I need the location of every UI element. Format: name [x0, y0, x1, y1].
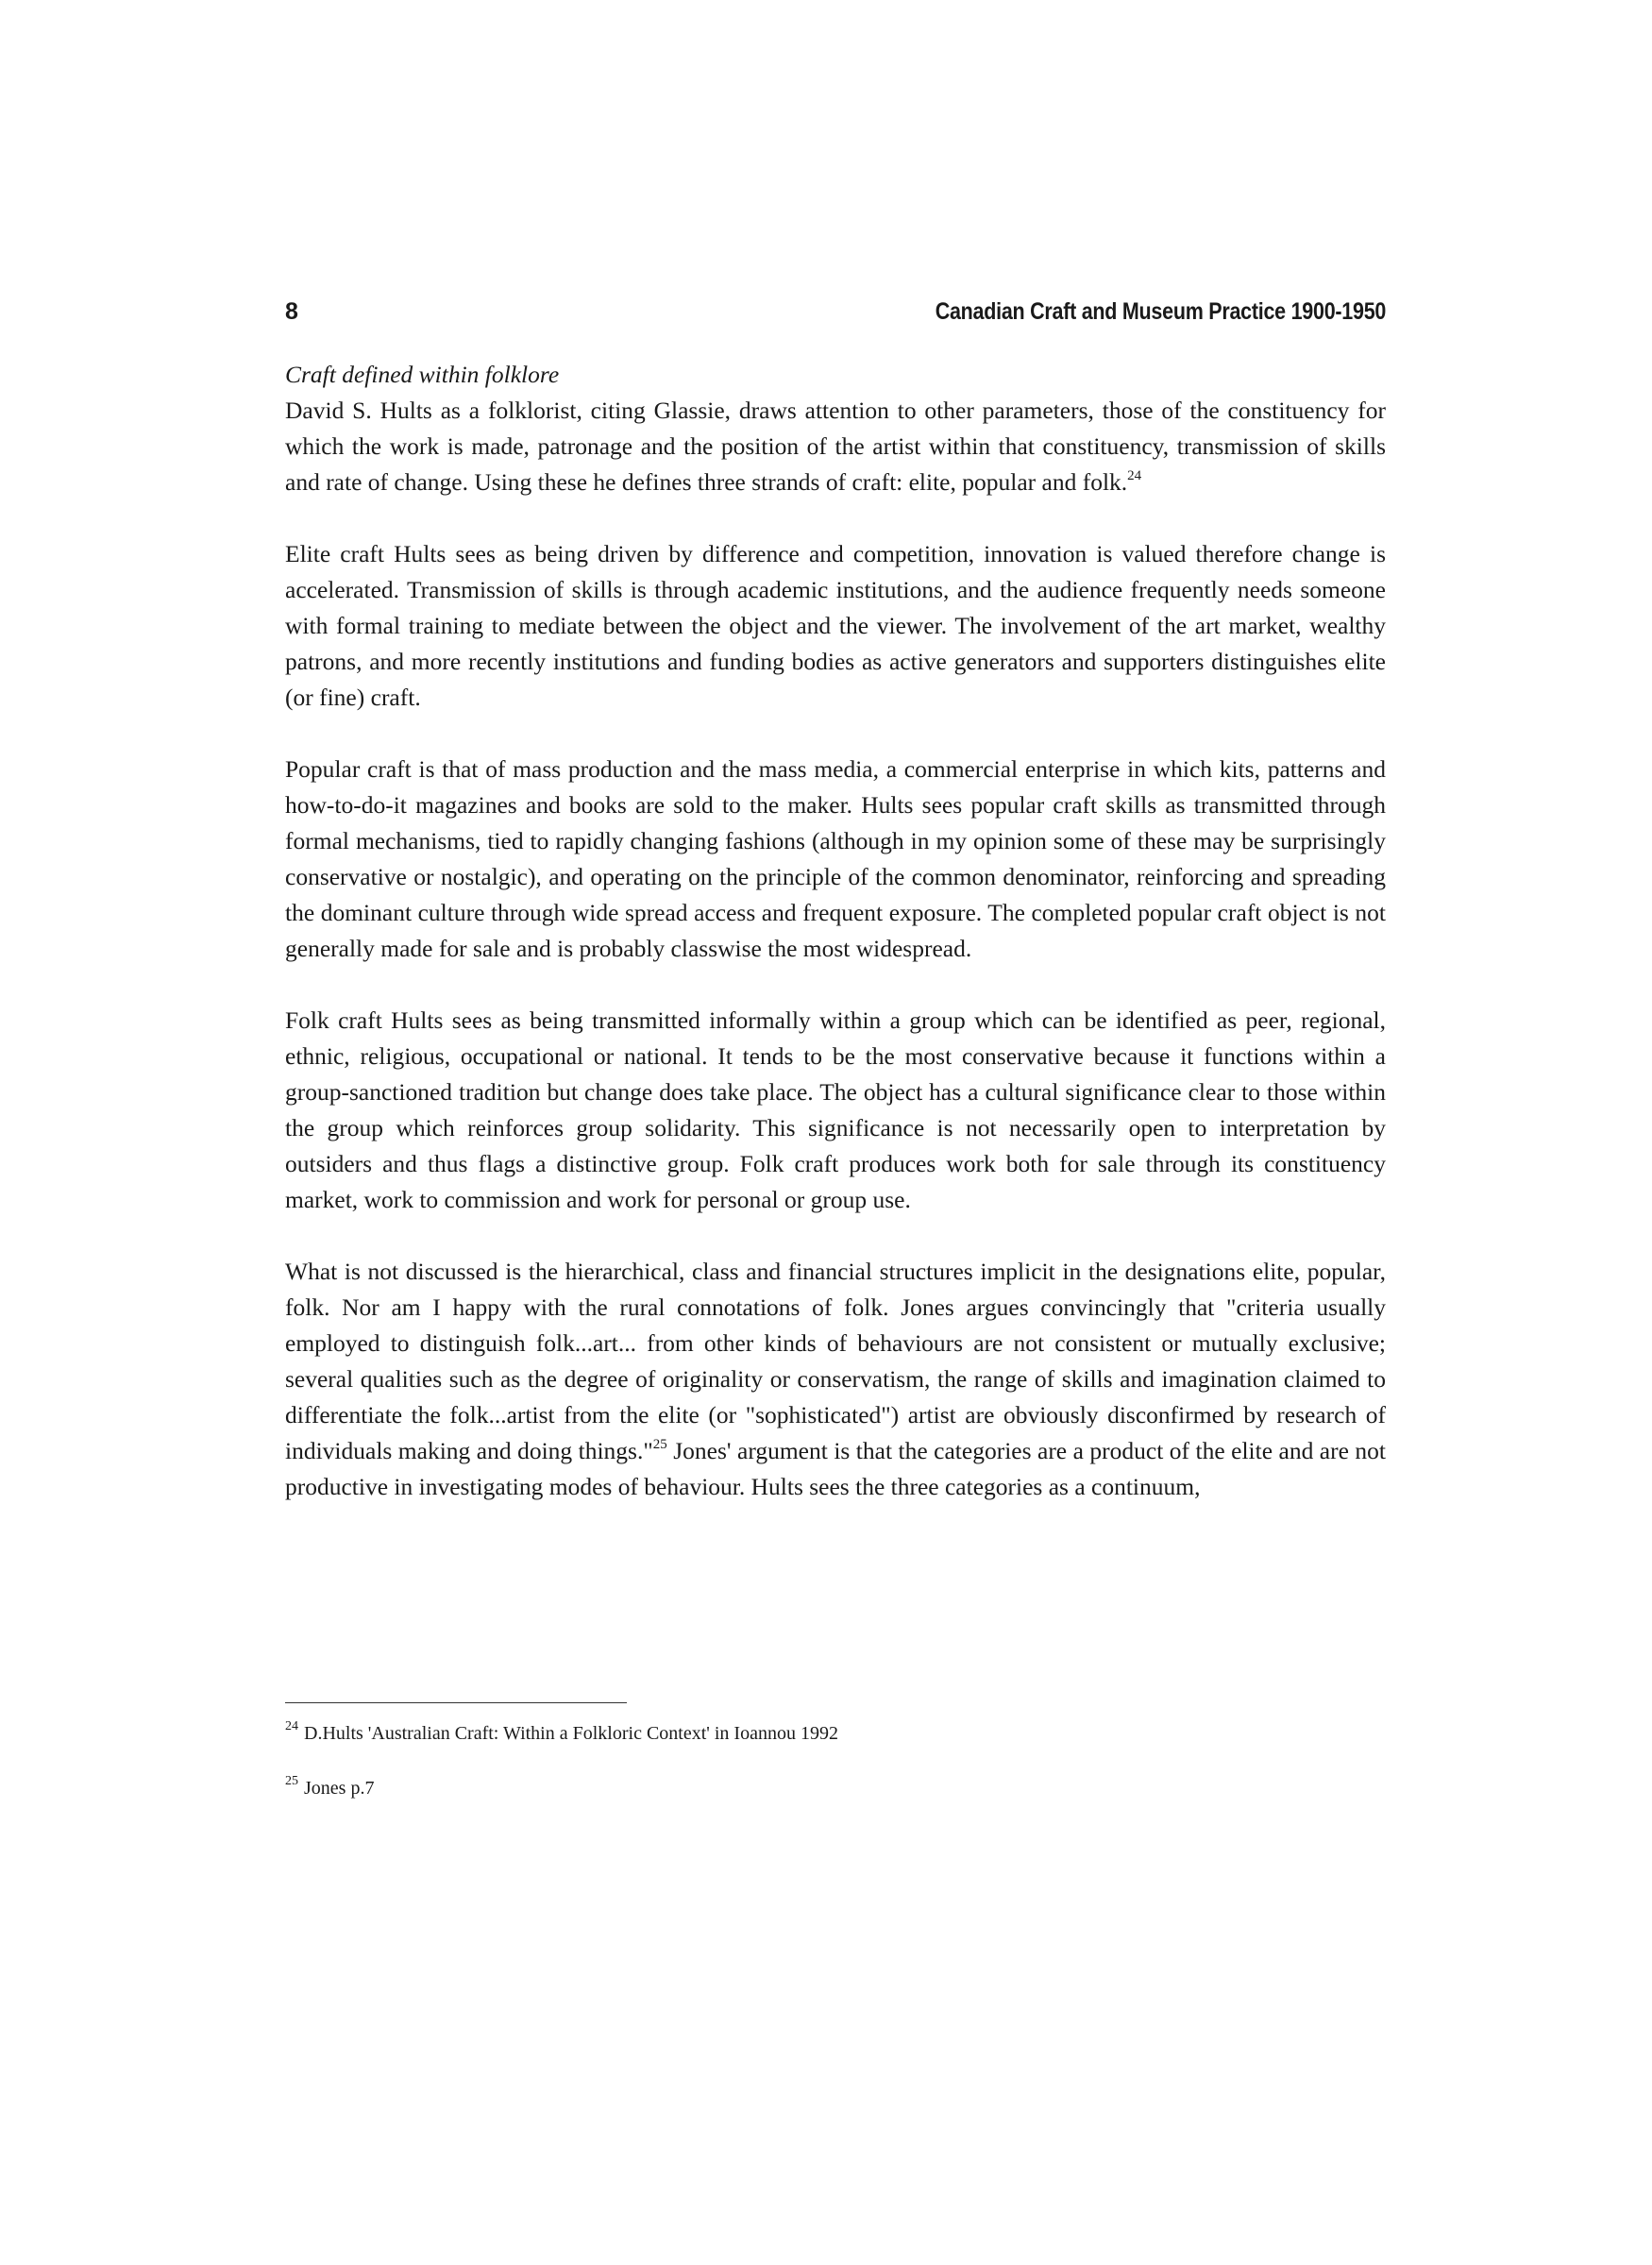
paragraph	[285, 536, 1386, 716]
paragraph	[285, 752, 1386, 967]
page-header	[285, 298, 1386, 326]
paragraph-text: Folk craft Hults sees as being transmitted informally within a group which can be identified as peer, regional, ethnic, religious, occupational or national. It tends to be the most conservative because it functions within a group-sanctioned tradition but change does take place. The object has a cultural significance clear to those within the group which reinforces group solidarity. This significance is not necessarily open to interpretation by outsiders and thus flags a distinctive group. Folk craft produces work both for sale through its constituency market, work to commission and work for personal or group use.	[285, 1006, 1386, 1213]
footnote-reference[interactable]: 24	[1127, 467, 1142, 483]
paragraph-text: Elite craft Hults sees as being driven by difference and competition, innovation is valued therefore change is accelerated. Transmission of skills is through academic institutions, and the audience frequently needs someone with formal training to mediate between the object and the viewer. The involvement of the art market, wealthy patrons, and more recently institutions and funding bodies as active generators and supporters distinguishes elite (or fine) craft.	[285, 540, 1386, 711]
footnotes	[285, 1720, 1386, 1830]
footnote-reference[interactable]: 25	[652, 1436, 667, 1452]
paragraph-text: David S. Hults as a folklorist, citing Glassie, draws attention to other parameters, those of the constituency for which the work is made, patronage and the position of the artist within that constituency, transmission of skills and rate of change. Using these he defines three strands of craft: elite, popular and folk.	[285, 397, 1386, 496]
paragraph-text: What is not discussed is the hierarchical, class and financial structures implicit in the designations elite, popular, folk. Nor am I happy with the rural connotations of folk. Jones argues convincingly that "criteria usually employed to distinguish folk...art... from other kinds of behaviours are not consistent or mutually exclusive; several qualities such as the degree of originality or conservatism, the range of skills and imagination claimed to differentiate the folk...artist from the elite (or "sophisticated") artist are obviously disconfirmed by research of individuals making and doing things."	[285, 1258, 1386, 1464]
paragraph	[285, 393, 1386, 500]
footnote	[285, 1775, 1386, 1801]
paragraph	[285, 1003, 1386, 1218]
footnote-number: 24	[285, 1719, 298, 1734]
footnote-text: D.Hults 'Australian Craft: Within a Folkloric Context' in Ioannou 1992	[304, 1723, 838, 1744]
section-heading: Craft defined within folklore	[285, 361, 560, 388]
footnote-number: 25	[285, 1774, 298, 1789]
paragraph-text: Jones' argument is that the categories are a product of the elite and are not productive in investigating modes of behaviour. Hults sees the three categories as a continuum,	[285, 1437, 1386, 1500]
footnote	[285, 1720, 1386, 1747]
page-number: 8	[285, 298, 298, 325]
document-page	[285, 0, 1386, 2265]
paragraph-text: Popular craft is that of mass production and the mass media, a commercial enterprise in which kits, patterns and how-to-do-it magazines and books are sold to the maker. Hults sees popular craft skills as transmitted through formal mechanisms, tied to rapidly changing fashions (although in my opinion some of these may be surprisingly conservative or nostalgic), and operating on the principle of the common denominator, reinforcing and spreading the dominant culture through wide spread access and frequent exposure. The completed popular craft object is not generally made for sale and is probably classwise the most widespread.	[285, 755, 1386, 962]
running-title: Canadian Craft and Museum Practice 1900-1950	[935, 298, 1386, 325]
paragraph	[285, 1254, 1386, 1505]
footnote-divider	[285, 1702, 627, 1703]
footnote-text: Jones p.7	[304, 1778, 375, 1799]
body-text	[285, 357, 1386, 1541]
